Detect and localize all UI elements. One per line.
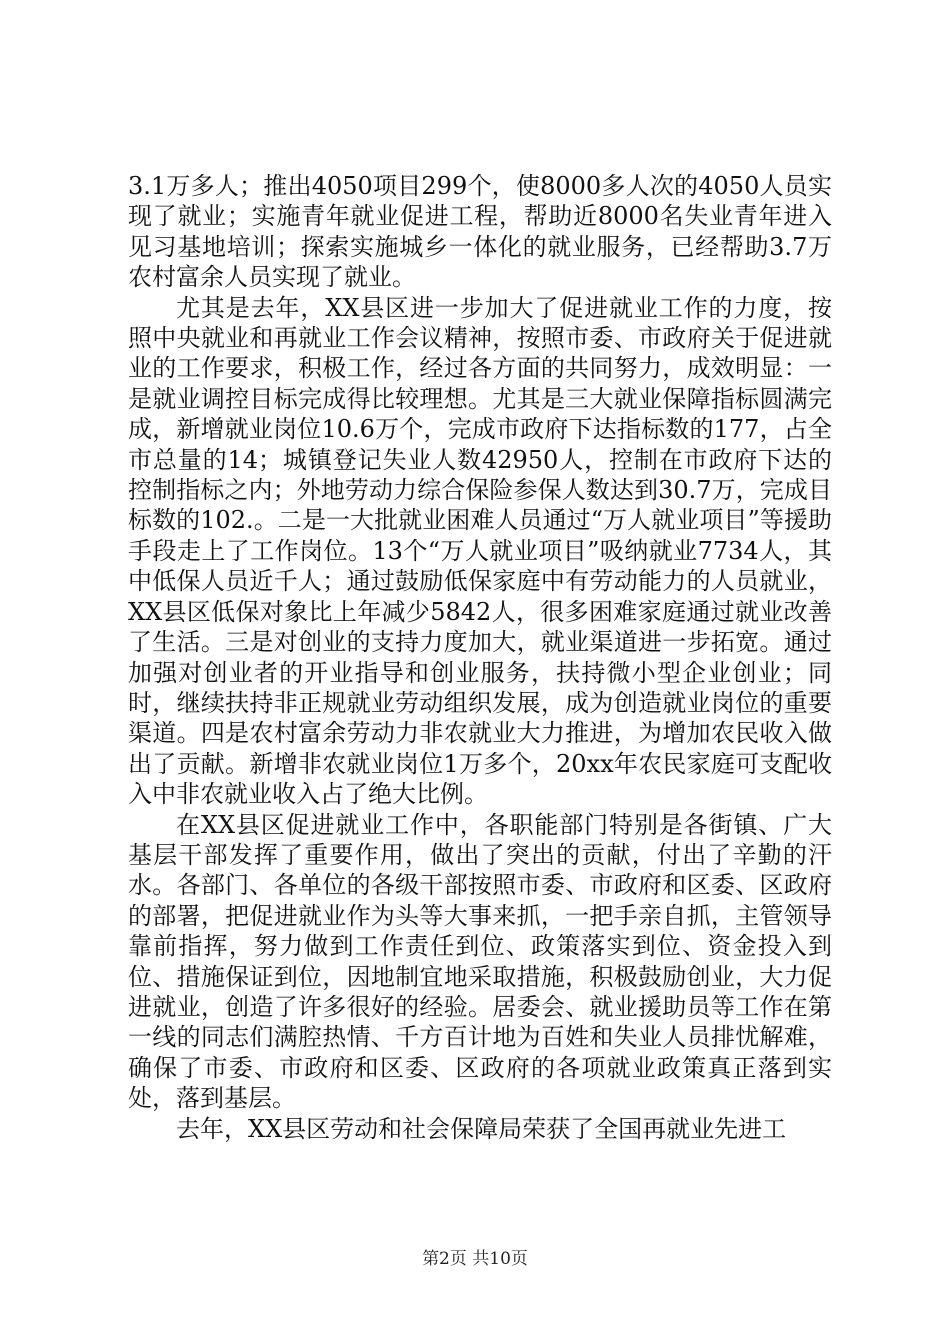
page-number-footer: 第2页 共10页 [422, 1249, 528, 1269]
paragraph-award: 去年，XX县区劳动和社会保障局荣获了全国再就业先进工 [176, 1114, 787, 1143]
document-body [128, 171, 832, 1144]
paragraph-employment-results: 尤其是去年，XX县区进一步加大了促进就业工作的力度，按照中央就业和再就业工作会议精神，按照市委、市政府关于促进就业的工作要求，积极工作，经过各方面的共同努力，成效明显：一是就业调控目标完成得比较理想。尤其是三大就业保障指标圆满完成，新增就业岗位10.6万个，完成市政府下达指标数的177，占全市总量的14；城镇登记失业人数42950人，控制在市政府下达的控制指标之内；外地劳动力综合保险参保人数达到30.7万，完成目标数的102.。二是一大批就业困难人员通过“万人就业项目”等援助手段走上了工作岗位。13个“万人就业项目”吸纳就业7734人，其中低保人员近千人；通过鼓励低保家庭中有劳动能力的人员就业，XX县区低保对象比上年减少5842人，很多困难家庭通过就业改善了生活。三是对创业的支持力度加大，就业渠道进一步拓宽。通过加强对创业者的开业指导和创业服务，扶持微小型企业创业；同时，继续扶持非正规就业劳动组织发展，成为创造就业岗位的重要渠道。四是农村富余劳动力非农就业大力推进，为增加农民收入做出了贡献。新增非农就业岗位1万多个，20xx年农民家庭可支配收入中非农就业收入占了绝大比例。 [128, 293, 832, 809]
paragraph-department-contributions: 在XX县区促进就业工作中，各职能部门特别是各街镇、广大基层干部发挥了重要作用，做出了突出的贡献，付出了辛勤的汗水。各部门、各单位的各级干部按照市委、市政府和区委、区政府的部署，把促进就业作为头等大事来抓，一把手亲自抓，主管领导靠前指挥，努力做到工作责任到位、政策落实到位、资金投入到位、措施保证到位，因地制宜地采取措施，积极鼓励创业，大力促进就业，创造了许多很好的经验。居委会、就业援助员等工作在第一线的同志们满腔热情、千方百计地为百姓和失业人员排忧解难，确保了市委、市政府和区委、区政府的各项就业政策真正落到实处，落到基层。 [128, 810, 832, 1113]
paragraph-continuation: 3.1万多人；推出4050项目299个，使8000多人次的4050人员实现了就业；实施青年就业促进工程，帮助近8000名失业青年进入见习基地培训；探索实施城乡一体化的就业服务，已经帮助3.7万农村富余人员实现了就业。 [128, 172, 832, 292]
